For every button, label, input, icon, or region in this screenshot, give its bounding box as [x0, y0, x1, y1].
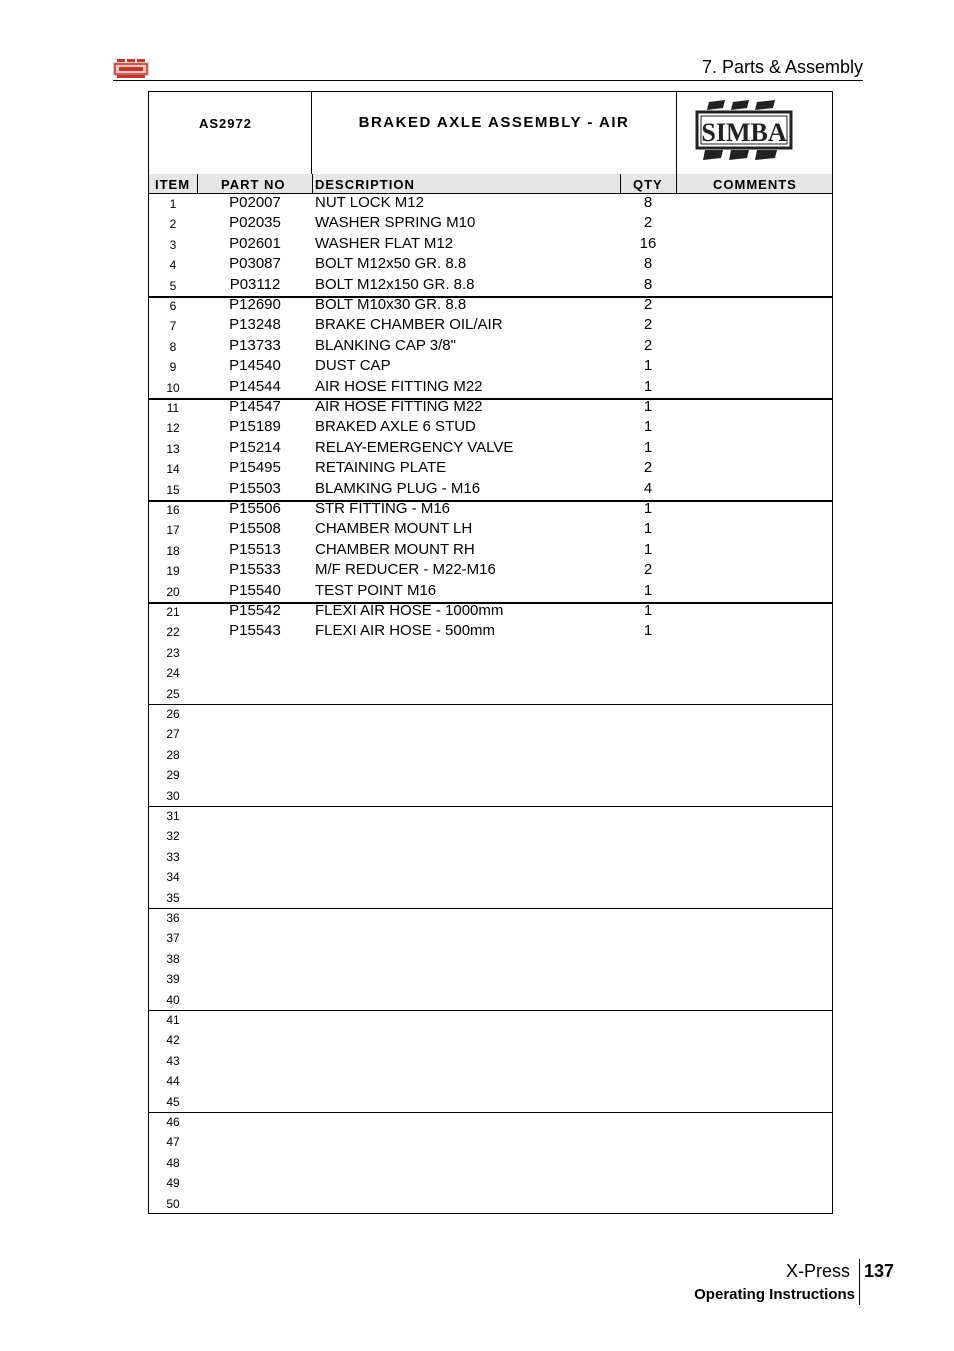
qty-cell: 2	[643, 214, 653, 232]
item-cell: 10	[166, 380, 180, 395]
qty-cell: 4	[643, 479, 653, 497]
part-no-cell: P03112	[229, 275, 281, 293]
simba-logo-icon	[113, 59, 149, 78]
description-cell: RELAY-EMERGENCY VALVE	[315, 438, 514, 456]
item-cell: 25	[166, 686, 180, 701]
table-row	[149, 724, 832, 744]
col-comments: COMMENTS	[713, 177, 797, 192]
table-row	[149, 439, 832, 459]
item-cell: 11	[166, 401, 180, 415]
table-row	[149, 1173, 832, 1193]
description-cell: BRAKE CHAMBER OIL/AIR	[315, 316, 503, 334]
item-cell: 38	[166, 951, 180, 966]
table-row	[149, 745, 832, 765]
item-cell: 15	[166, 482, 180, 497]
header-rule	[113, 80, 863, 81]
qty-cell: 8	[643, 194, 653, 211]
table-row	[149, 296, 832, 316]
qty-cell: 2	[643, 316, 653, 334]
item-cell: 48	[166, 1155, 180, 1170]
table-row	[149, 867, 832, 887]
qty-cell: 1	[643, 622, 653, 640]
table-row	[149, 255, 832, 275]
item-cell: 4	[169, 258, 177, 273]
description-cell: NUT LOCK M12	[315, 194, 424, 211]
table-row	[149, 928, 832, 948]
part-no-cell: P13733	[229, 336, 281, 354]
table-row	[149, 194, 832, 214]
item-cell: 17	[166, 523, 180, 538]
table-row	[149, 786, 832, 806]
item-cell: 29	[166, 768, 180, 783]
table-row	[149, 459, 832, 479]
part-no-cell: P02007	[229, 194, 281, 211]
table-row	[149, 214, 832, 234]
table-row	[149, 1030, 832, 1050]
part-no-cell: P14547	[229, 398, 281, 415]
item-cell: 16	[166, 503, 180, 517]
item-cell: 13	[166, 441, 180, 456]
part-no-cell: P13248	[229, 316, 281, 334]
part-no-cell: P12690	[229, 296, 281, 313]
item-cell: 21	[166, 605, 180, 619]
item-cell: 2	[169, 217, 177, 232]
description-cell: CHAMBER MOUNT RH	[315, 540, 475, 558]
part-no-cell: P15214	[229, 438, 281, 456]
simba-brand-logo-icon	[695, 98, 793, 162]
table-row	[149, 704, 832, 724]
item-cell: 23	[166, 645, 180, 660]
col-divider	[197, 174, 198, 194]
item-cell: 12	[166, 421, 180, 436]
footer-divider	[859, 1259, 860, 1305]
item-cell: 44	[166, 1074, 180, 1089]
item-cell: 1	[169, 197, 177, 211]
description-cell: M/F REDUCER - M22-M16	[315, 561, 496, 579]
item-cell: 22	[166, 625, 180, 640]
part-no-cell: P15513	[229, 540, 281, 558]
part-no-cell: P02035	[229, 214, 281, 232]
qty-cell: 2	[643, 296, 653, 313]
table-row	[149, 908, 832, 928]
item-cell: 14	[166, 462, 180, 477]
qty-cell: 16	[639, 234, 657, 252]
description-cell: WASHER SPRING M10	[315, 214, 476, 232]
table-row	[149, 235, 832, 255]
table-row	[149, 602, 832, 622]
assembly-code-cell	[149, 92, 312, 174]
page-number: 137	[864, 1261, 895, 1281]
table-row	[149, 1010, 832, 1030]
table-row	[149, 826, 832, 846]
table-row	[149, 1071, 832, 1091]
item-cell: 42	[166, 1033, 180, 1048]
description-cell: BOLT M12x150 GR. 8.8	[315, 275, 475, 293]
col-divider	[676, 174, 677, 194]
column-header-row	[149, 174, 832, 194]
description-cell: BOLT M10x30 GR. 8.8	[315, 296, 467, 313]
item-cell: 43	[166, 1053, 180, 1068]
title-block	[149, 92, 832, 175]
item-cell: 50	[166, 1196, 180, 1211]
table-row	[149, 480, 832, 500]
item-cell: 35	[166, 890, 180, 905]
item-cell: 27	[166, 727, 180, 742]
table-row	[149, 622, 832, 642]
part-no-cell: P14540	[229, 357, 281, 375]
description-cell: STR FITTING - M16	[315, 500, 450, 517]
col-part-no: PART NO	[221, 177, 286, 192]
item-cell: 3	[169, 237, 177, 252]
table-row	[149, 276, 832, 296]
table-row	[149, 418, 832, 438]
table-row	[149, 378, 832, 398]
table-row	[149, 1153, 832, 1173]
description-cell: DUST CAP	[315, 357, 391, 375]
part-no-cell: P15503	[229, 479, 281, 497]
qty-cell: 2	[643, 459, 653, 477]
assembly-code: AS2972	[199, 116, 252, 131]
assembly-title-cell	[312, 92, 677, 174]
qty-cell: 1	[643, 377, 653, 395]
qty-cell: 1	[643, 418, 653, 436]
col-divider	[312, 174, 313, 194]
item-cell: 20	[166, 584, 180, 599]
item-cell: 32	[166, 829, 180, 844]
table-row	[149, 398, 832, 418]
part-no-cell: P15506	[229, 500, 281, 517]
description-cell: WASHER FLAT M12	[315, 234, 454, 252]
col-description: DESCRIPTION	[315, 177, 415, 192]
qty-cell: 8	[643, 275, 653, 293]
description-cell: BRAKED AXLE 6 STUD	[315, 418, 476, 436]
item-cell: 33	[166, 849, 180, 864]
qty-cell: 1	[643, 500, 653, 517]
item-cell: 37	[166, 931, 180, 946]
item-cell: 26	[166, 707, 180, 721]
item-cell: 39	[166, 972, 180, 987]
qty-cell: 1	[643, 438, 653, 456]
table-row	[149, 888, 832, 908]
qty-cell: 2	[643, 336, 653, 354]
table-row	[149, 663, 832, 683]
col-divider	[620, 174, 621, 194]
part-no-cell: P03087	[229, 255, 281, 273]
qty-cell: 1	[643, 357, 653, 375]
description-cell: CHAMBER MOUNT LH	[315, 520, 473, 538]
table-row	[149, 500, 832, 520]
qty-cell: 1	[643, 540, 653, 558]
table-row	[149, 1194, 832, 1214]
description-cell: FLEXI AIR HOSE - 1000mm	[315, 602, 504, 619]
part-no-cell: P14544	[229, 377, 281, 395]
item-cell: 19	[166, 564, 180, 579]
description-cell: BLANKING CAP 3/8"	[315, 336, 456, 354]
part-no-cell: P15543	[229, 622, 281, 640]
item-cell: 28	[166, 747, 180, 762]
item-cell: 9	[169, 360, 177, 375]
qty-cell: 2	[643, 561, 653, 579]
product-name: X-Press	[786, 1261, 851, 1281]
table-row	[149, 643, 832, 663]
table-row	[149, 1051, 832, 1071]
table-row	[149, 949, 832, 969]
part-no-cell: P15533	[229, 561, 281, 579]
part-no-cell: P02601	[229, 234, 281, 252]
item-cell: 5	[169, 278, 177, 293]
table-row	[149, 847, 832, 867]
part-no-cell: P15540	[229, 581, 281, 599]
item-cell: 6	[169, 299, 177, 313]
item-cell: 47	[166, 1135, 180, 1150]
col-item: ITEM	[155, 177, 191, 192]
item-cell: 36	[166, 911, 180, 925]
qty-cell: 1	[643, 398, 653, 415]
table-row	[149, 765, 832, 785]
section-title: 7. Parts & Assembly	[701, 57, 863, 77]
item-cell: 31	[166, 809, 180, 823]
description-cell: RETAINING PLATE	[315, 459, 447, 477]
item-cell: 45	[166, 1094, 180, 1109]
item-cell: 49	[166, 1176, 180, 1191]
part-no-cell: P15189	[229, 418, 281, 436]
part-no-cell: P15495	[229, 459, 281, 477]
description-cell: BLAMKING PLUG - M16	[315, 479, 481, 497]
parts-sheet	[148, 91, 833, 1214]
item-cell: 40	[166, 992, 180, 1007]
part-no-cell: P15542	[229, 602, 281, 619]
document-subtitle: Operating Instructions	[694, 1286, 855, 1303]
item-cell: 8	[169, 339, 177, 354]
description-cell: TEST POINT M16	[315, 581, 437, 599]
table-row	[149, 684, 832, 704]
table-row	[149, 1112, 832, 1132]
description-cell: AIR HOSE FITTING M22	[315, 377, 483, 395]
table-row	[149, 561, 832, 581]
table-row	[149, 806, 832, 826]
item-cell: 24	[166, 666, 180, 681]
item-cell: 34	[166, 870, 180, 885]
item-cell: 18	[166, 543, 180, 558]
item-cell: 41	[166, 1013, 180, 1027]
table-row	[149, 357, 832, 377]
qty-cell: 1	[643, 520, 653, 538]
table-row	[149, 990, 832, 1010]
table-row	[149, 520, 832, 540]
table-row	[149, 316, 832, 336]
item-cell: 30	[166, 788, 180, 803]
qty-cell: 8	[643, 255, 653, 273]
qty-cell: 1	[643, 602, 653, 619]
item-cell: 46	[166, 1115, 180, 1129]
table-row	[149, 969, 832, 989]
table-row	[149, 541, 832, 561]
col-qty: QTY	[633, 177, 663, 192]
logo-wordmark: SIMBA	[701, 118, 787, 147]
description-cell: BOLT M12x50 GR. 8.8	[315, 255, 467, 273]
qty-cell: 1	[643, 581, 653, 599]
table-row	[149, 1092, 832, 1112]
description-cell: FLEXI AIR HOSE - 500mm	[315, 622, 496, 640]
table-row	[149, 337, 832, 357]
assembly-title: BRAKED AXLE ASSEMBLY - AIR	[358, 114, 630, 131]
item-cell: 7	[169, 319, 177, 334]
table-row	[149, 582, 832, 602]
part-no-cell: P15508	[229, 520, 281, 538]
description-cell: AIR HOSE FITTING M22	[315, 398, 483, 415]
table-row	[149, 1132, 832, 1152]
